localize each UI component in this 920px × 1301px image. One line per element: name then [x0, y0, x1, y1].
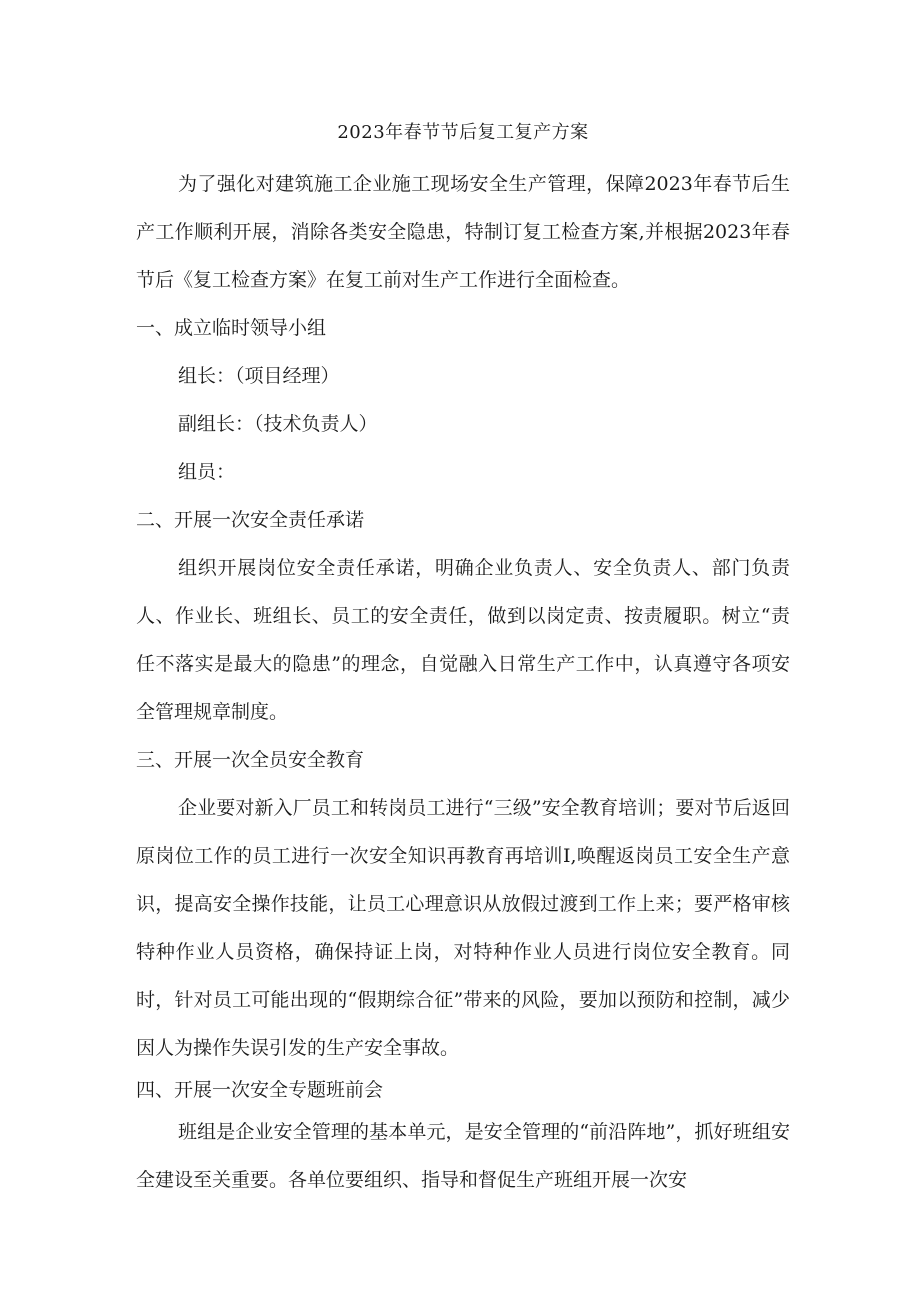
document-content [136, 118, 790, 1204]
group-deputy: 副组长：（技术负责人） [178, 413, 378, 435]
section-heading-1: 一、成立临时领导小组 [136, 317, 327, 339]
section-body-4: 班组是企业安全管理的基本单元，是安全管理的“前沿阵地”，抓好班组安全建设至关重要。各单位要组织、指导和督促生产班组开展一次安 [136, 1121, 790, 1191]
intro-paragraph: 为了强化对建筑施工企业施工现场安全生产管理，保障2023年春节后生产工作顺利开展，消除各类安全隐患，特制订复工检查方案,并根据2023年春节后《复工检查方案》在复工前对生产工作进行全面检查。 [136, 173, 790, 291]
section-heading-2: 二、开展一次安全责任承诺 [136, 509, 365, 531]
section-heading-4: 四、开展一次安全专题班前会 [136, 1079, 384, 1101]
document-title: 2023年春节节后复工复产方案 [337, 122, 589, 143]
section-heading-3: 三、开展一次全员安全教育 [136, 749, 365, 771]
group-leader: 组长：（项目经理） [178, 365, 340, 387]
section-body-3: 企业要对新入厂员工和转岗员工进行“三级”安全教育培训；要对节后返回原岗位工作的员工进行一次安全知识再教育再培训I,唤醒返岗员工安全生产意识，提高安全操作技能，让员工心理意识从放假过渡到工作上来；要严格审核特种作业人员资格，确保持证上岗，对特种作业人员进行岗位安全教育。同时，针对员工可能出现的“假期综合征”带来的风险，要加以预防和控制，减少因人为操作失误引发的生产安全事故。 [136, 797, 790, 1059]
section-body-2: 组织开展岗位安全责任承诺，明确企业负责人、安全负责人、部门负责人、作业长、班组长、员工的安全责任，做到以岗定责、按责履职。树立“责任不落实是最大的隐患”的理念，自觉融入日常生产工作中，认真遵守各项安全管理规章制度。 [136, 557, 790, 723]
group-members: 组员： [178, 461, 236, 483]
